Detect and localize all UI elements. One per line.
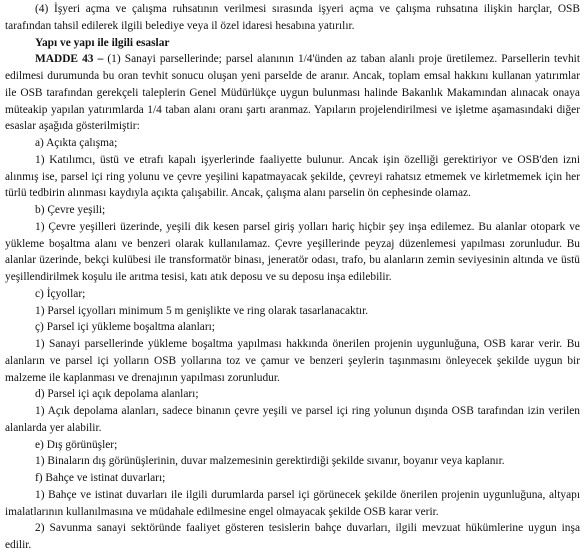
item-b-heading: b) Çevre yeşili; [35,204,106,216]
paragraph-4-harclar: (4) İşyeri açma ve çalışma ruhsatının verilmesi sırasında işyeri açma ve çalışma ruhsatına ilişkin harçlar, OSB tarafından tahsil edilerek ilgili belediye veya il özel idaresi hesabına yatırılır. [5,3,580,32]
item-f-1: 1) Bahçe ve istinat duvarları ile ilgili durumlarda parsel içi görünecek şekilde önerilen projenin uygunluğuna, altyapı imalatlarının kullanılmasına ve müdahale edilmesine engel olmayacak şekilde OSB karar verir. [5,488,580,518]
item-cc-1: 1) Sanayi parsellerinde yükleme boşaltma yapılması hakkında önerilen projenin uygunluğuna, OSB karar verir. Bu alanların ve parsel içi yolların OSB yollarına toz ve çamur ve benzeri şeylerin taşınmasını önleyecek şekilde uygun bir malzeme ile kaplanması ve drenajının yapılması zorunludur. [5,338,580,384]
item-cc-heading: ç) Parsel içi yükleme boşaltma alanları; [35,321,215,334]
item-b-1: 1) Çevre yeşilleri üzerinde, yeşili dik kesen parsel giriş yolları hariç hiçbir şey inşa edilemez. Bu alanlar otopark ve yükleme boşaltma alanı ve benzeri olarak kullanılamaz. Çevre yeşillerinde peyzaj düzenlemesi yapılması zorunludur. Bu alanlar üzerinde, bekçi kulübesi ile transformatör binası, jeneratör odası, trafo, bu alanların zemin seviyesinin altında ve üstü yeşillendirilmek koşulu ile arıtma tesisi, katı atık deposu ve su deposu inşa edilebilir. [5,220,580,283]
article-43-paragraph-1 [5,51,580,135]
item-a-heading: a) Açıkta çalışma; [35,137,118,149]
item-f-heading: f) Bahçe ve istinat duvarları; [35,472,166,484]
item-d-heading: d) Parsel içi açık depolama alanları; [35,388,199,401]
item-d-1: 1) Açık depolama alanları, sadece binanın çevre yeşili ve parsel içi ring yolunun dışında OSB tarafından izin verilen alanlarda yer alabilir. [5,405,580,434]
item-e-1: 1) Binaların dış görünüşlerinin, duvar malzemesinin gerektirdiği şekilde sıvanır, boyanır veya kaplanır. [35,455,505,468]
section-heading: Yapı ve yapı ile ilgili esaslar [35,36,170,49]
item-a-1: 1) Katılımcı, üstü ve etrafı kapalı işyerlerinde faaliyette bulunur. Ancak işin özelliği gerektiriyor ve OSB'den izni alınmış ise, parsel içi ring yolunu ve çevre yeşilini kapatmayacak şekilde, çevreyi rahatsız etmemek ve kirletmemek için her türlü tedbirin alınması kaydıyla açıkta çalışabilir. Ancak, çalışma alanı parselin ön cephesinde olamaz. [5,153,580,200]
item-c-1: 1) Parsel içyolları minimum 5 m genişlikte ve ring olarak tasarlanacaktır. [35,304,369,317]
article-43-text: (1) Sanayi parsellerinde; parsel alanının 1/4'ünden az taban alanlı proje üretilemez. Parsellerin tevhit edilmesi durumunda bu oran tevhit sonucu oluşan yeni parselde de aranır. Ancak, toplam emsal hakkını kullanan yatırımlar ile OSB tarafından gerekçeli taleplerin Genel Müdürlükçe uygun bulunması halinde Bakanlık Makamından alınacak onaya müteakip yapılan yatırımlarda 1/4 taban alanı oranı şartı aranmaz. Yapıların projelendirilmesi ve işletme aşamasındaki diğer esaslar aşağıda gösterilmiştir: [5,53,580,133]
article-label: MADDE 43 – [35,53,104,66]
item-f-2: 2) Savunma sanayi sektöründe faaliyet gösteren tesislerin bahçe duvarları, ilgili mevzuat hükümlerine uygun inşa edilir. [5,522,580,551]
item-c-heading: c) İçyollar; [35,287,86,300]
item-e-heading: e) Dış görünüşler; [35,438,118,451]
